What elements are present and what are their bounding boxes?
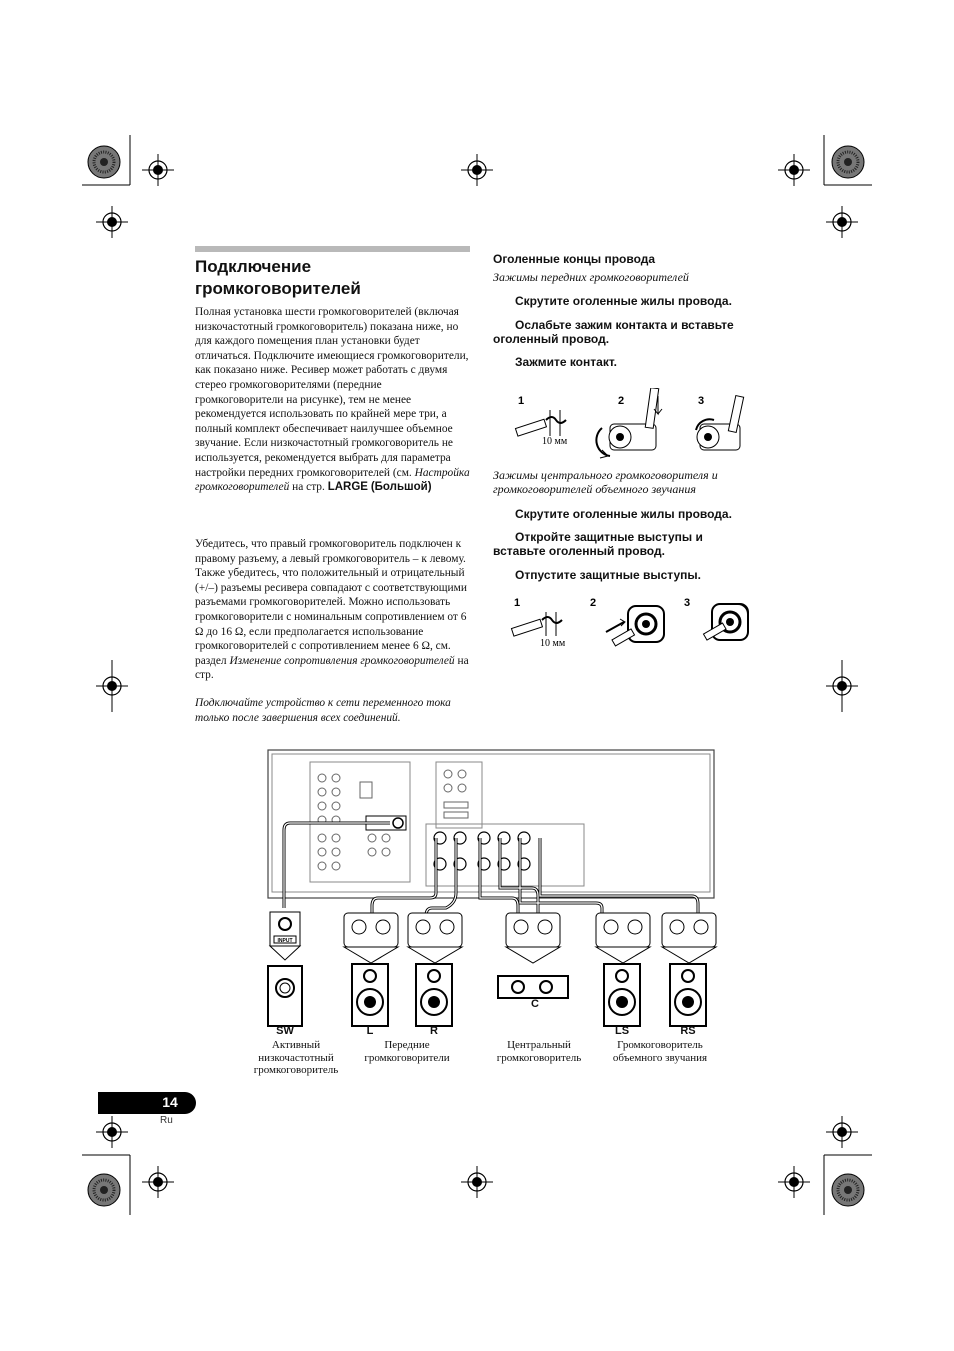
surround-caption: Громкоговоритель объемного звучания [612,1039,708,1064]
spring-terminal-illustration [508,592,758,662]
subwoofer-caption: Активный низкочастотный громкоговоритель [253,1039,339,1076]
ac-warning: Подключайте устройство к сети переменного тока только после завершения всех соединений. [195,697,451,724]
title-line-1: Подключение [195,257,312,276]
center-caption: Центральный громкоговоритель [496,1039,582,1064]
title-line-2: громкоговорителей [195,279,361,298]
front-step-1: Скрутите оголенные жилы провода. [515,294,732,308]
ref-impedance: Изменение сопротивления громкоговорителей [229,654,455,667]
front-right-speaker-icon [416,964,452,1026]
input-label: INPUT [277,938,293,944]
spring-clip-close-icon [703,604,748,640]
intro-paragraph [195,305,470,495]
speaker-code-ls: LS [614,1025,630,1037]
speaker-code-rs: RS [680,1025,696,1037]
center-step-number-1: 1 [514,597,521,609]
section-title-bar [195,246,470,252]
ref-page-suffix: на стр. [292,481,325,494]
surround-left-speaker-icon [604,964,640,1026]
twisted-wire-icon [511,612,565,649]
front-step-3: Зажмите контакт. [515,355,617,369]
front-terminals-caption: Зажимы передних громкоговорителей [493,270,689,284]
spring-clip-open-icon [606,606,664,646]
section-title [195,256,470,300]
polarity-paragraph [195,537,470,683]
center-step-number-3: 3 [684,597,691,609]
ref-speaker-setting: Настройка громкоговорителей [195,466,470,494]
surround-right-speaker-icon [670,964,706,1026]
large-setting: LARGE [327,481,368,494]
ref2-page-suffix: на стр. [195,654,469,682]
center-step-1: Скрутите оголенные жилы провода. [515,507,732,521]
intro-text: Полная установка шести громкоговорителей (включая низкочастотный громкоговоритель) показана ниже, но для каждого помещения план установки будет отличаться. Подключите имеющиеся громкоговорители, как показано ниже. Ресивер может работать с двумя стерео громкоговорителями (передние громкоговорители на рисунке), тем не менее рекомендуется использовать по крайней мере три, а полный комплект обеспечивает наилучшее объемное звучание. Если низкочастотный громкоговоритель не используется, рекомендуется выбрать для параметра настройки передних громкоговорителей (см. [195,306,469,479]
center-speaker-icon [498,976,568,998]
speaker-code-sw: SW [276,1025,294,1037]
twisted-wire-icon [515,410,567,447]
center-surround-terminals-caption: Зажимы центрального громкоговорителя и громкоговорителей объемного звучания [493,468,718,496]
front-speakers-caption: Передние громкоговорители [364,1039,450,1064]
page-number: 14 [162,1094,178,1110]
front-step-number-1: 1 [518,395,525,407]
center-step-number-2: 2 [590,597,597,609]
bare-wire-heading: Оголенные концы провода [493,252,656,266]
dimension-label: 10 мм [540,638,566,649]
binding-post-loosen-icon [596,388,662,458]
center-step-3: Отпустите защитные выступы. [515,568,701,582]
subwoofer-input [270,912,300,960]
polarity-text: Убедитесь, что правый громкоговоритель подключен к правому разъему, а левый громкоговоритель – к левому. Также убедитесь, что положительный и отрицательный (+/–) разъемы ресивера совпадают с соответствующими разъемами громкоговорителей. Можно использовать громкоговорители с номинальным сопротивлением от 6 Ω до 16 Ω, если предполагается использование громкоговорителей с сопротивлением менее 6 Ω, см. раздел [195,538,467,667]
large-setting-translation: (Большой) [370,481,432,494]
page-language: Ru [160,1115,173,1126]
connection-diagram [240,748,730,1048]
front-left-speaker-icon [352,964,388,1026]
front-step-2: Ослабьте зажим контакта и вставьте оголенный провод. [493,318,734,346]
speaker-code-r: R [430,1025,438,1037]
subwoofer-speaker-icon [268,966,302,1026]
center-step-2: Откройте защитные выступы и вставьте оголенный провод. [493,530,703,558]
speaker-code-l: L [366,1025,374,1037]
front-step-number-2: 2 [618,395,625,407]
front-terminal-illustration [510,388,760,468]
front-step-number-3: 3 [698,395,705,407]
dimension-label: 10 мм [542,436,568,447]
speaker-code-c: C [531,998,539,1010]
speaker-terminal-blocks [344,913,716,963]
